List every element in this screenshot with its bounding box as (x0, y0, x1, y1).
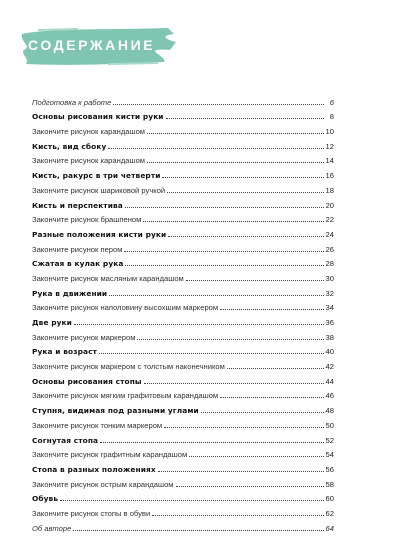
dot-leader (220, 396, 323, 398)
toc-entry-page: 42 (325, 362, 334, 372)
toc-entry-title: Подготовка к работе (32, 97, 112, 107)
toc-entry[interactable] (32, 107, 334, 122)
dot-leader (189, 455, 323, 457)
toc-entry-title: Рука в движении (32, 288, 108, 298)
toc-entry-title: Рука и возраст (32, 347, 97, 357)
toc-entry-page: 50 (325, 420, 334, 430)
dot-leader (73, 529, 323, 531)
toc-entry-title: Об авторе (32, 523, 72, 533)
toc-entry-title: Закончите рисунок наполовину высохшим маркером (32, 303, 219, 313)
toc-entry-title: Закончите рисунок острым карандашом (32, 479, 174, 489)
toc-entry-title: Закончите рисунок пером (32, 244, 123, 254)
dot-leader (152, 514, 323, 516)
dot-leader (143, 220, 323, 222)
toc-entry-page: 20 (325, 200, 334, 210)
toc-entry[interactable] (32, 459, 334, 474)
toc-entry-title: Основы рисования стопы (32, 376, 142, 386)
toc-entry[interactable] (32, 400, 334, 415)
dot-leader (162, 176, 323, 178)
dot-leader (125, 206, 324, 208)
toc-entry-title: Согнутая стопа (32, 435, 99, 445)
dot-leader (220, 308, 323, 310)
toc-entry[interactable] (32, 489, 334, 504)
toc-entry-title: Сжатая в кулак рука (32, 259, 124, 269)
toc-entry[interactable] (32, 386, 334, 401)
toc-entry-title: Закончите рисунок шариковой ручкой (32, 185, 166, 195)
toc-entry-page: 54 (325, 450, 334, 460)
toc-entry-title: Закончите рисунок брашпеном (32, 215, 142, 225)
toc-entry-page: 62 (325, 508, 334, 518)
dot-leader (158, 470, 324, 472)
toc-entry-page: 48 (325, 406, 334, 416)
toc-entry[interactable] (32, 298, 334, 313)
dot-leader (164, 426, 323, 428)
toc-entry-page: 32 (325, 288, 334, 298)
dot-leader (227, 367, 324, 369)
toc-entry[interactable] (32, 356, 334, 371)
toc-entry[interactable] (32, 474, 334, 489)
toc-entry[interactable] (32, 430, 334, 445)
toc-entry-title: Кисть, ракурс в три четверти (32, 171, 161, 181)
dot-leader (176, 485, 324, 487)
toc-entry[interactable] (32, 312, 334, 327)
toc-entry-page: 64 (325, 523, 334, 533)
toc-entry-page: 16 (325, 171, 334, 181)
toc-entry-title: Закончите рисунок мягким графитовым карандашом (32, 391, 219, 401)
toc-entry-page: 22 (325, 215, 334, 225)
toc-entry-title: Закончите рисунок маркером с толстым наконечником (32, 362, 225, 372)
dot-leader (147, 132, 324, 134)
toc-entry-page: 34 (325, 303, 334, 313)
toc-entry-title: Кисть и перспектива (32, 200, 123, 210)
toc-entry-page: 44 (325, 376, 334, 386)
toc-entry-title: Закончите рисунок карандашом (32, 156, 146, 166)
toc-entry[interactable] (32, 180, 334, 195)
dot-leader (201, 411, 324, 413)
toc-entry-page: 8 (329, 112, 334, 122)
toc-entry[interactable] (32, 210, 334, 225)
toc-entry-page: 24 (325, 229, 334, 239)
toc-entry-title: Обувь (32, 494, 59, 504)
dot-leader (144, 382, 324, 384)
toc-entry[interactable] (32, 195, 334, 210)
dot-leader (60, 499, 323, 501)
toc-entry-page: 10 (325, 127, 334, 137)
toc-entry-page: 58 (325, 479, 334, 489)
table-of-contents (32, 92, 334, 533)
toc-entry[interactable] (32, 92, 334, 107)
toc-entry-title: Закончите рисунок карандашом (32, 127, 146, 137)
toc-entry[interactable] (32, 342, 334, 357)
toc-entry[interactable] (32, 371, 334, 386)
dot-leader (147, 161, 324, 163)
toc-entry-title: Кисть, вид сбоку (32, 141, 107, 151)
toc-entry-page: 6 (329, 97, 334, 107)
dot-leader (100, 441, 323, 443)
toc-entry-title: Закончите рисунок графитным карандашом (32, 450, 188, 460)
toc-entry-page: 56 (325, 464, 334, 474)
toc-entry-title: Закончите рисунок тонким маркером (32, 420, 163, 430)
toc-entry[interactable] (32, 121, 334, 136)
toc-entry[interactable] (32, 327, 334, 342)
toc-entry-page: 40 (325, 347, 334, 357)
dot-leader (125, 264, 323, 266)
toc-entry[interactable] (32, 224, 334, 239)
dot-leader (166, 117, 324, 119)
toc-entry-title: Две руки (32, 318, 72, 327)
toc-entry-title: Ступня, видимая под разными углами (32, 406, 199, 416)
toc-entry-title: Разные положения кисти руки (32, 229, 167, 239)
toc-entry[interactable] (32, 165, 334, 180)
toc-entry[interactable] (32, 445, 334, 460)
toc-entry-page: 46 (325, 391, 334, 401)
toc-entry-title: Основы рисования кисти руки (32, 112, 164, 122)
dot-leader (113, 103, 324, 105)
toc-entry[interactable] (32, 518, 334, 533)
toc-entry-title: Закончите рисунок масляным карандашом (32, 273, 184, 283)
toc-entry[interactable] (32, 254, 334, 269)
toc-entry[interactable] (32, 283, 334, 298)
toc-entry-page: 60 (325, 494, 334, 504)
toc-entry[interactable] (32, 151, 334, 166)
toc-entry[interactable] (32, 136, 334, 151)
toc-entry-page: 28 (325, 259, 334, 269)
dot-leader (137, 338, 323, 340)
toc-entry-page: 26 (325, 244, 334, 254)
toc-entry-page: 30 (325, 273, 334, 283)
toc-entry-page: 18 (325, 185, 334, 195)
toc-entry-page: 12 (325, 141, 334, 151)
dot-leader (108, 147, 323, 149)
dot-leader (74, 323, 324, 325)
dot-leader (109, 294, 323, 296)
toc-entry-page: 38 (325, 332, 334, 342)
toc-entry[interactable] (32, 415, 334, 430)
toc-entry[interactable] (32, 268, 334, 283)
toc-entry-page: 52 (325, 435, 334, 445)
dot-leader (167, 191, 323, 193)
title-banner (18, 24, 178, 68)
toc-entry-title: Закончите рисунок стопы в обуви (32, 508, 151, 518)
toc-entry-title: Закончите рисунок маркером (32, 332, 136, 342)
toc-entry-page: 36 (325, 318, 334, 327)
dot-leader (99, 352, 324, 354)
dot-leader (124, 250, 323, 252)
dot-leader (168, 235, 323, 237)
dot-leader (186, 279, 324, 281)
toc-entry[interactable] (32, 239, 334, 254)
toc-entry-page: 14 (325, 156, 334, 166)
page-title: СОДЕРЖАНИЕ (28, 37, 156, 53)
toc-entry[interactable] (32, 503, 334, 518)
toc-entry-title: Стопа в разных положениях (32, 464, 156, 474)
